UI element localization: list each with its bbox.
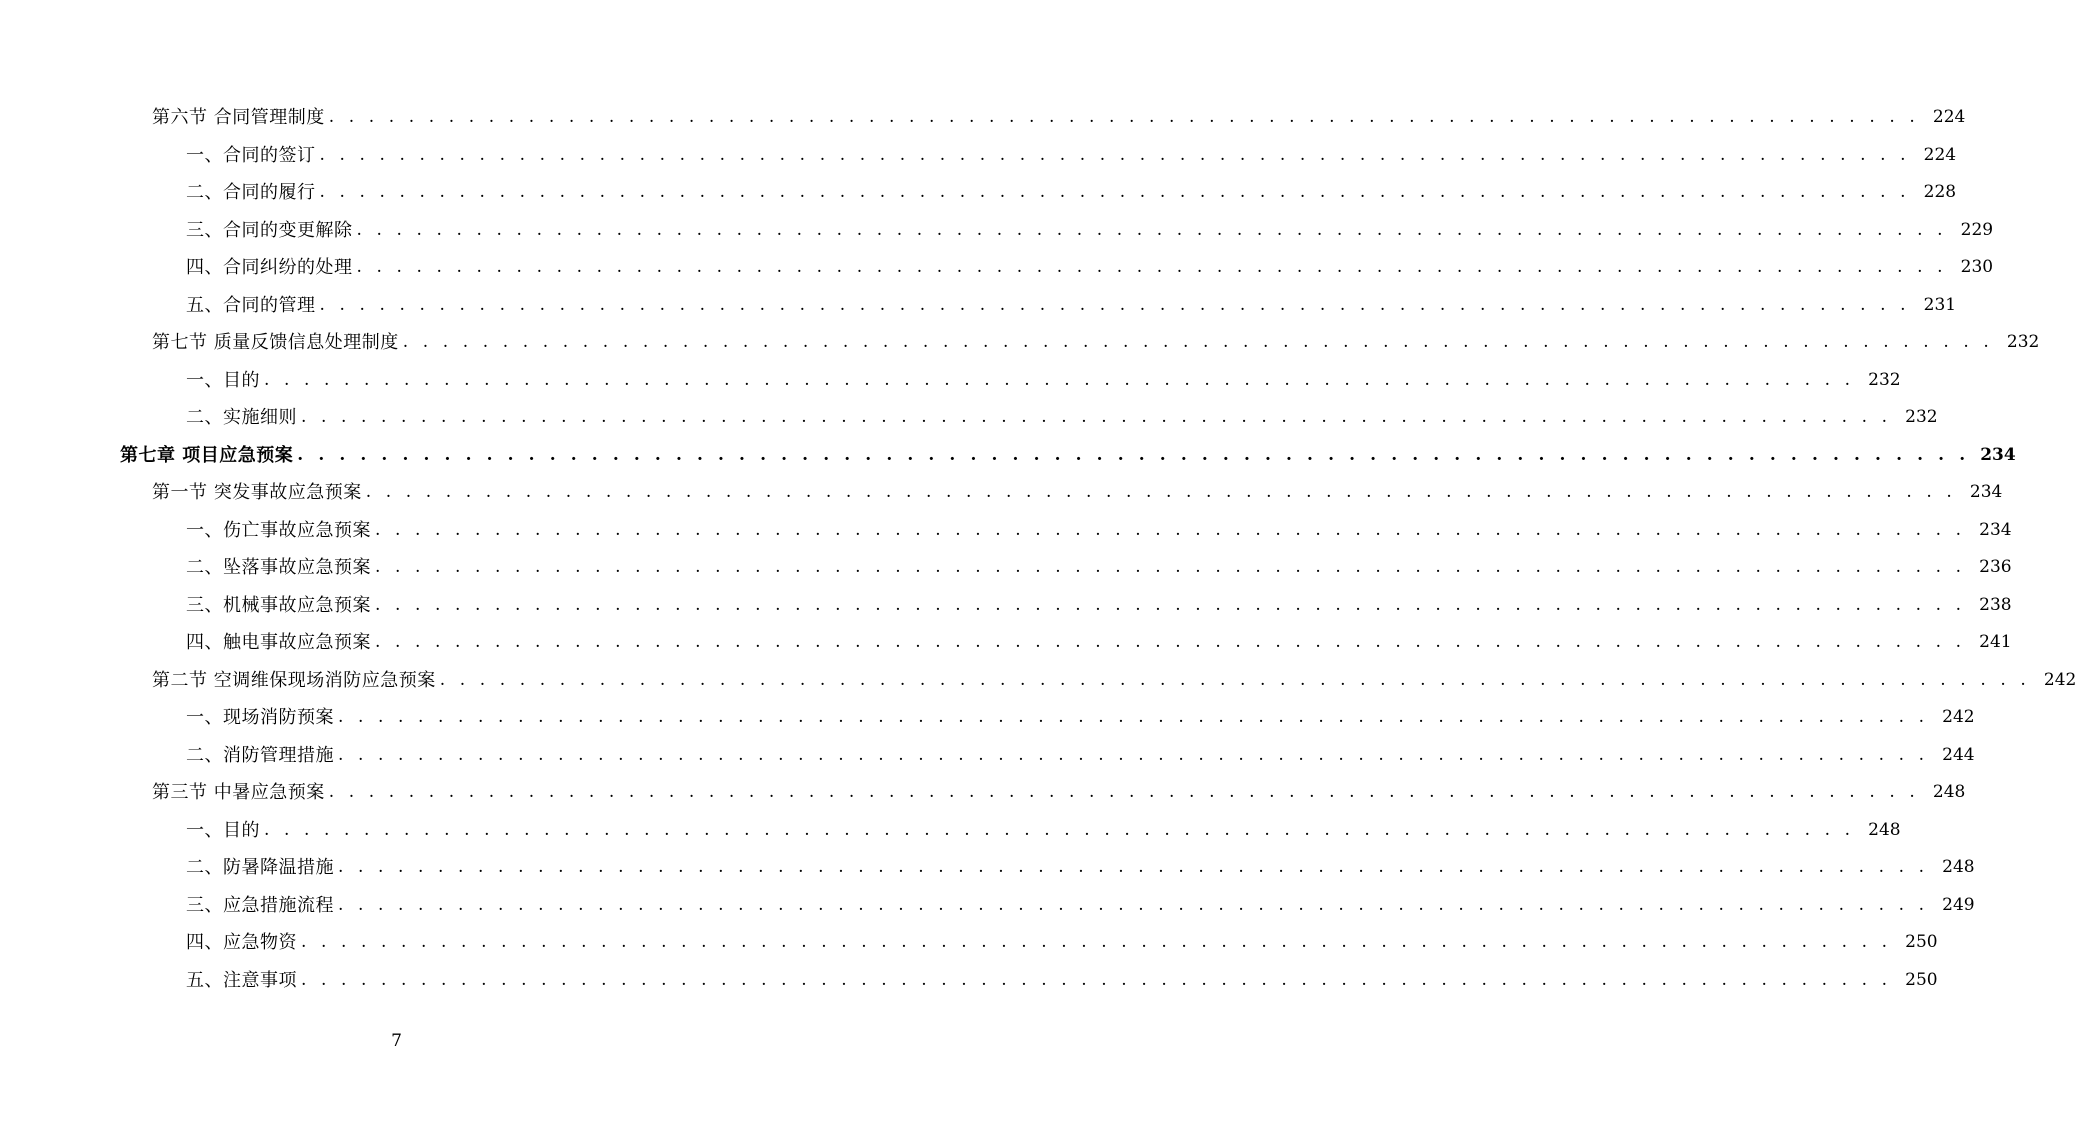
toc-dot-leader: . . . . . . . . . . . . . . . . . . . . . . . . . . . . . . . . . . . . . . . . . . . . . . . . . . . . . . . . . . . . . . . . . . . . . . . . . . . . . . . . [375, 519, 1966, 540]
toc-dot-leader: . . . . . . . . . . . . . . . . . . . . . . . . . . . . . . . . . . . . . . . . . . . . . . . . . . . . . . . . . . . . . . . . . . . . . . . . . . . . . . . . [356, 257, 1948, 277]
toc-entry-page: 248 [1942, 857, 1975, 877]
toc-dot-leader: . . . . . . . . . . . . . . . . . . . . . . . . . . . . . . . . . . . . . . . . . . . . . . . . . . . . . . . . . . . . . . . . . . . . . . . . . . . . . . . . [375, 632, 1966, 652]
toc-dot-leader: . . . . . . . . . . . . . . . . . . . . . . . . . . . . . . . . . . . . . . . . . . . . . . . . . . . . . . . . . . . . . . . . . . . . . . . . . . . . . . . . [328, 107, 1920, 127]
toc-entry-item[interactable] [0, 699, 1975, 737]
toc-entry-item[interactable] [0, 887, 1975, 925]
toc-entry-page: 232 [1905, 407, 1938, 427]
toc-entry-page: 238 [1979, 594, 2012, 615]
toc-entry-page: 242 [2043, 669, 2076, 690]
toc-entry-section[interactable] [0, 662, 2076, 700]
toc-dot-leader: . . . . . . . . . . . . . . . . . . . . . . . . . . . . . . . . . . . . . . . . . . . . . . . . . . . . . . . . . . . . . . . . . . . . . . . . . . . . . . . . [264, 819, 1855, 840]
toc-entry-item[interactable] [0, 362, 1901, 400]
toc-dot-leader: . . . . . . . . . . . . . . . . . . . . . . . . . . . . . . . . . . . . . . . . . . . . . . . . . . . . . . . . . . . . . . . . . . . . . . . . . . . . . . . . [301, 932, 1892, 952]
toc-entry-item[interactable] [0, 624, 2012, 662]
toc-entry-page: 224 [1932, 107, 1966, 127]
toc-dot-leader: . . . . . . . . . . . . . . . . . . . . . . . . . . . . . . . . . . . . . . . . . . . . . . . . . . . . . . . . . . . . . . . . . . . . . . . . . . . . . . . . [301, 407, 1892, 427]
toc-entry-title: 一、目的 [186, 369, 260, 391]
toc-entry-title: 第二节 空调维保现场消防应急预案 [152, 669, 436, 691]
toc-entry-page: 244 [1942, 744, 1975, 765]
toc-dot-leader: . . . . . . . . . . . . . . . . . . . . . . . . . . . . . . . . . . . . . . . . . . . . . . . . . . . . . . . . . . . . . . . . . . . . . . . . . . . . . . . . [402, 332, 1994, 352]
toc-dot-leader: . . . . . . . . . . . . . . . . . . . . . . . . . . . . . . . . . . . . . . . . . . . . . . . . . . . . . . . . . . . . . . . . . . . . . . . . . . . . . . . . [356, 219, 1948, 240]
toc-entry-item[interactable] [0, 737, 1975, 775]
toc-entry-title: 第七章 项目应急预案 [120, 444, 294, 466]
page-number: 7 [391, 1031, 402, 1051]
toc-entry-title: 五、注意事项 [186, 969, 297, 991]
toc-dot-leader: . . . . . . . . . . . . . . . . . . . . . . . . . . . . . . . . . . . . . . . . . . . . . . . . . . . . . . . . . . . . . . . . . . . . . . . . . . . . . . . . [319, 182, 1911, 202]
toc-entry-item[interactable] [0, 512, 2012, 550]
toc-dot-leader: . . . . . . . . . . . . . . . . . . . . . . . . . . . . . . . . . . . . . . . . . . . . . . . . . . . . . . . . . . . . . . . . . . . . . . . . . . . . . . . . [338, 857, 1929, 877]
toc-entry-item[interactable] [0, 924, 1938, 962]
toc-entry-item[interactable] [0, 549, 2012, 587]
toc-dot-leader: . . . . . . . . . . . . . . . . . . . . . . . . . . . . . . . . . . . . . . . . . . . . . . . . . . . . . . . . . . . . . . . . . . . . . . . . . . . . . . . . [297, 444, 1970, 465]
toc-entry-page: 236 [1979, 557, 2012, 577]
toc-entry-title: 二、坠落事故应急预案 [186, 557, 371, 578]
toc-entry-title: 二、实施细则 [186, 407, 297, 428]
toc-dot-leader: . . . . . . . . . . . . . . . . . . . . . . . . . . . . . . . . . . . . . . . . . . . . . . . . . . . . . . . . . . . . . . . . . . . . . . . . . . . . . . . . [439, 669, 2031, 690]
toc-entry-item[interactable] [0, 249, 1994, 287]
toc-entry-title: 三、应急措施流程 [186, 894, 334, 916]
toc-entry-item[interactable] [0, 174, 1957, 212]
toc-entry-page: 250 [1905, 932, 1938, 952]
toc-entry-section[interactable] [0, 474, 2003, 512]
toc-dot-leader: . . . . . . . . . . . . . . . . . . . . . . . . . . . . . . . . . . . . . . . . . . . . . . . . . . . . . . . . . . . . . . . . . . . . . . . . . . . . . . . . [319, 294, 1911, 315]
toc-dot-leader: . . . . . . . . . . . . . . . . . . . . . . . . . . . . . . . . . . . . . . . . . . . . . . . . . . . . . . . . . . . . . . . . . . . . . . . . . . . . . . . . [319, 144, 1911, 165]
toc-entry-title: 二、防暑降温措施 [186, 857, 334, 878]
toc-entry-title: 一、目的 [186, 819, 260, 841]
toc-entry-title: 三、合同的变更解除 [186, 219, 353, 241]
toc-entry-page: 232 [2006, 332, 2040, 352]
toc-entry-item[interactable] [0, 212, 1994, 250]
toc-dot-leader: . . . . . . . . . . . . . . . . . . . . . . . . . . . . . . . . . . . . . . . . . . . . . . . . . . . . . . . . . . . . . . . . . . . . . . . . . . . . . . . . [338, 707, 1929, 727]
toc-dot-leader: . . . . . . . . . . . . . . . . . . . . . . . . . . . . . . . . . . . . . . . . . . . . . . . . . . . . . . . . . . . . . . . . . . . . . . . . . . . . . . . . [375, 557, 1966, 577]
toc-entry-title: 四、合同纠纷的处理 [186, 257, 353, 278]
toc-dot-leader: . . . . . . . . . . . . . . . . . . . . . . . . . . . . . . . . . . . . . . . . . . . . . . . . . . . . . . . . . . . . . . . . . . . . . . . . . . . . . . . . [338, 744, 1929, 765]
toc-entry-page: 242 [1942, 707, 1975, 727]
toc-entry-title: 一、合同的签订 [186, 144, 316, 166]
toc-entry-item[interactable] [0, 962, 1938, 1000]
toc-entry-title: 第一节 突发事故应急预案 [152, 482, 362, 503]
toc-entry-page: 249 [1942, 894, 1975, 915]
toc-entry-page: 232 [1868, 369, 1901, 390]
toc-entry-title: 第七节 质量反馈信息处理制度 [152, 332, 399, 353]
toc-entry-title: 一、伤亡事故应急预案 [186, 519, 371, 541]
toc-dot-leader: . . . . . . . . . . . . . . . . . . . . . . . . . . . . . . . . . . . . . . . . . . . . . . . . . . . . . . . . . . . . . . . . . . . . . . . . . . . . . . . . [338, 894, 1929, 915]
toc-entry-page: 248 [1932, 782, 1966, 802]
toc-entry-section[interactable] [0, 99, 1966, 137]
toc-entry-page: 234 [1980, 444, 2016, 465]
toc-entry-title: 三、机械事故应急预案 [186, 594, 371, 616]
toc-entry-title: 二、合同的履行 [186, 182, 316, 203]
toc-entry-page: 231 [1923, 294, 1957, 315]
toc-entry-title: 二、消防管理措施 [186, 744, 334, 766]
toc-entry-page: 229 [1960, 219, 1994, 240]
toc-entry-section[interactable] [0, 774, 1966, 812]
toc-dot-leader: . . . . . . . . . . . . . . . . . . . . . . . . . . . . . . . . . . . . . . . . . . . . . . . . . . . . . . . . . . . . . . . . . . . . . . . . . . . . . . . . [375, 594, 1966, 615]
toc-entry-title: 四、触电事故应急预案 [186, 632, 371, 653]
toc-entry-item[interactable] [0, 399, 1938, 437]
toc-entry-item[interactable] [0, 137, 1957, 175]
toc-entry-page: 241 [1979, 632, 2012, 652]
toc-entry-page: 224 [1923, 144, 1957, 165]
toc-entry-chapter[interactable] [0, 437, 2016, 475]
toc-entry-section[interactable] [0, 324, 2040, 362]
toc-entry-title: 第三节 中暑应急预案 [152, 782, 325, 803]
toc-entry-page: 234 [1969, 482, 2003, 502]
toc-dot-leader: . . . . . . . . . . . . . . . . . . . . . . . . . . . . . . . . . . . . . . . . . . . . . . . . . . . . . . . . . . . . . . . . . . . . . . . . . . . . . . . . [301, 969, 1892, 990]
toc-entry-title: 五、合同的管理 [186, 294, 316, 316]
toc-entry-page: 234 [1979, 519, 2012, 540]
toc-dot-leader: . . . . . . . . . . . . . . . . . . . . . . . . . . . . . . . . . . . . . . . . . . . . . . . . . . . . . . . . . . . . . . . . . . . . . . . . . . . . . . . . [328, 782, 1920, 802]
toc-dot-leader: . . . . . . . . . . . . . . . . . . . . . . . . . . . . . . . . . . . . . . . . . . . . . . . . . . . . . . . . . . . . . . . . . . . . . . . . . . . . . . . . [264, 369, 1855, 390]
table-of-contents [0, 99, 2076, 999]
toc-entry-page: 250 [1905, 969, 1938, 990]
toc-entry-title: 一、现场消防预案 [186, 707, 334, 728]
toc-entry-page: 228 [1923, 182, 1957, 202]
toc-entry-page: 230 [1960, 257, 1994, 277]
toc-entry-item[interactable] [0, 587, 2012, 625]
toc-entry-page: 248 [1868, 819, 1901, 840]
toc-entry-item[interactable] [0, 287, 1957, 325]
toc-entry-title: 第六节 合同管理制度 [152, 107, 325, 128]
toc-entry-item[interactable] [0, 812, 1901, 850]
toc-entry-title: 四、应急物资 [186, 932, 297, 953]
toc-dot-leader: . . . . . . . . . . . . . . . . . . . . . . . . . . . . . . . . . . . . . . . . . . . . . . . . . . . . . . . . . . . . . . . . . . . . . . . . . . . . . . . . [365, 482, 1957, 502]
toc-entry-item[interactable] [0, 849, 1975, 887]
